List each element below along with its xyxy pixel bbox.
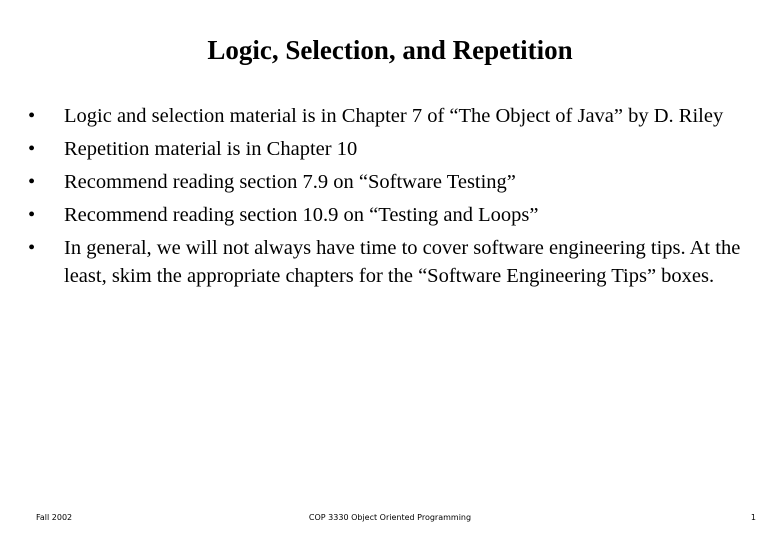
- bullet-icon: •: [28, 105, 36, 127]
- bullet-icon: •: [28, 171, 36, 193]
- bullet-item: [28, 102, 758, 130]
- slide-title: Logic, Selection, and Repetition: [207, 35, 573, 65]
- bullet-text: Recommend reading section 10.9 on “Testing and Loops”: [64, 204, 539, 226]
- bullet-item: [28, 135, 758, 163]
- bullet-item: [28, 234, 758, 290]
- footer-page-number: 1: [750, 513, 756, 522]
- bullet-list: [28, 102, 758, 295]
- bullet-text: In general, we will not always have time to cover software engineering tips. At the least, skim the appropriate chapters for the “Software Engineering Tips” boxes.: [64, 237, 741, 287]
- bullet-text: Repetition material is in Chapter 10: [64, 138, 358, 160]
- bullet-icon: •: [28, 138, 36, 160]
- bullet-text: Logic and selection material is in Chapter 7 of “The Object of Java” by D. Riley: [64, 105, 724, 127]
- bullet-item: [28, 201, 758, 229]
- bullet-icon: •: [28, 204, 36, 226]
- footer-course: COP 3330 Object Oriented Programming: [308, 513, 472, 522]
- bullet-item: [28, 168, 758, 196]
- bullet-icon: •: [28, 237, 36, 259]
- footer-date: Fall 2002: [36, 513, 73, 522]
- bullet-text: Recommend reading section 7.9 on “Software Testing”: [64, 171, 516, 193]
